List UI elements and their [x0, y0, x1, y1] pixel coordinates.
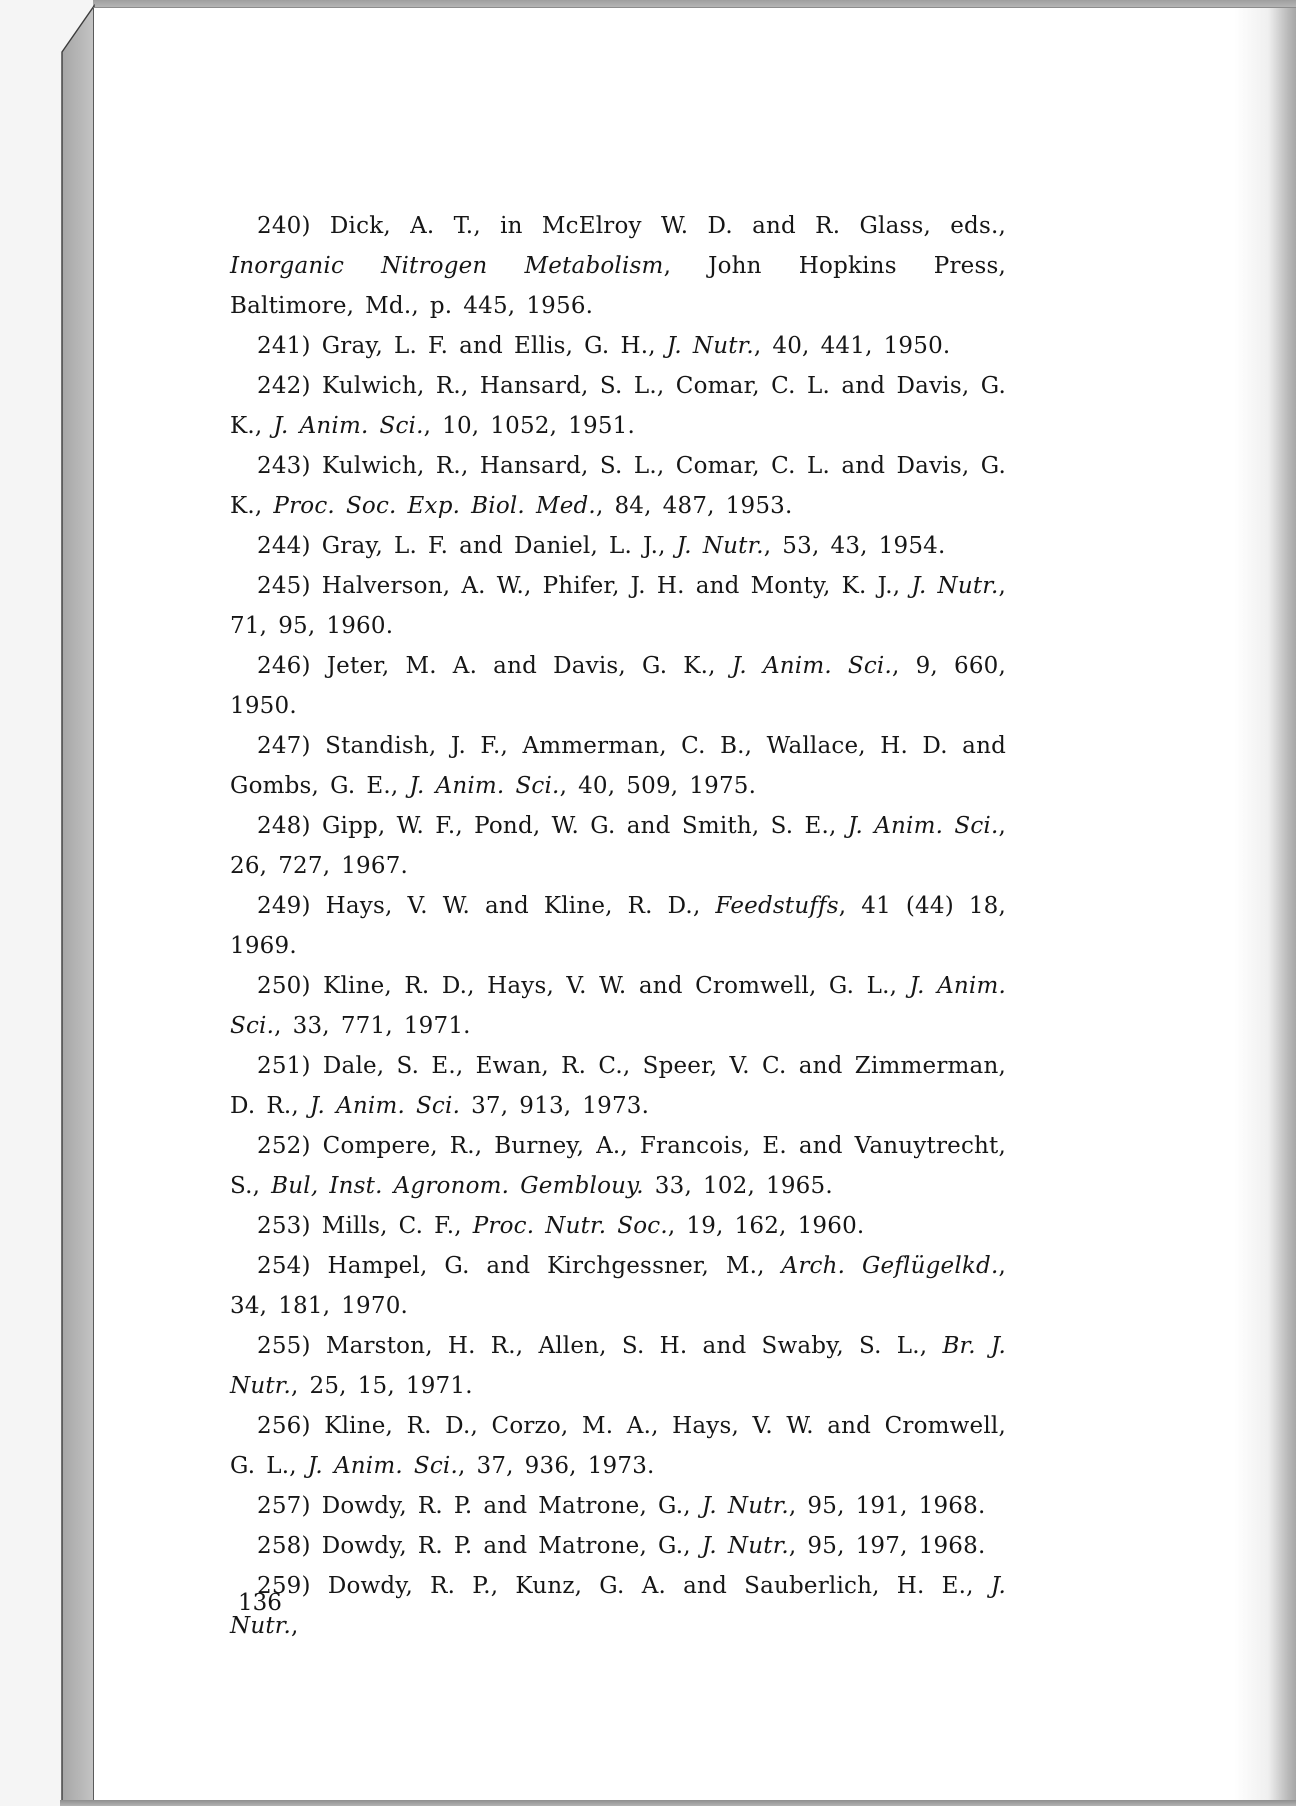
page-curl-shade: [1234, 8, 1296, 1801]
journal-title: J. Nutr.: [911, 573, 999, 599]
reference-text: , 53, 43, 1954.: [763, 533, 946, 559]
reference-number: 242): [257, 373, 323, 399]
reference-entry: [230, 966, 1006, 1046]
reference-entry: [230, 886, 1006, 966]
reference-number: 256): [257, 1413, 325, 1439]
reference-number: 249): [257, 893, 326, 919]
reference-text: Halverson, A. W., Phifer, J. H. and Monty, K. J.,: [321, 573, 912, 599]
journal-title: J. Nutr.: [666, 333, 754, 359]
journal-title: J. Nutr.: [701, 1533, 789, 1559]
journal-title: Inorganic Nitrogen Metabolism: [230, 253, 664, 279]
reference-text: , 25, 15, 1971.: [290, 1373, 473, 1399]
reference-number: 254): [257, 1253, 328, 1279]
journal-title: J. Anim. Sci.: [230, 973, 1006, 1039]
reference-entry: [230, 646, 1006, 726]
reference-number: 257): [257, 1493, 322, 1519]
reference-text: , 40, 441, 1950.: [753, 333, 951, 359]
reference-number: 248): [257, 813, 322, 839]
reference-number: 250): [257, 973, 324, 999]
reference-text: Kline, R. D., Corzo, M. A., Hays, V. W. and Cromwell, G. L.,: [230, 1413, 1006, 1479]
reference-text: Mills, C. F.,: [321, 1213, 473, 1239]
reference-text: ,: [290, 1613, 299, 1639]
reference-number: 252): [257, 1133, 323, 1159]
reference-text: , 71, 95, 1960.: [230, 573, 1007, 639]
journal-title: J. Nutr.: [230, 1573, 1006, 1639]
reference-text: Kulwich, R., Hansard, S. L., Comar, C. L. and Davis, G. K.,: [230, 373, 1006, 439]
page-number: 136: [238, 1590, 282, 1616]
reference-entry: [230, 566, 1006, 646]
journal-title: Arch. Geflügelkd.: [781, 1253, 999, 1279]
journal-title: J. Anim. Sci.: [309, 1093, 461, 1119]
reference-number: 251): [257, 1053, 323, 1079]
reference-entry: [230, 1126, 1006, 1206]
reference-text: Hampel, G. and Kirchgessner, M.,: [327, 1253, 782, 1279]
reference-text: Dale, S. E., Ewan, R. C., Speer, V. C. and Zimmerman, D. R.,: [230, 1053, 1006, 1119]
reference-number: 258): [257, 1533, 322, 1559]
reference-entry: [230, 1206, 1006, 1246]
journal-title: Proc. Nutr. Soc.: [472, 1213, 668, 1239]
reference-text: 37, 913, 1973.: [460, 1093, 650, 1119]
reference-text: Marston, H. R., Allen, S. H. and Swaby, S. L.,: [325, 1333, 943, 1359]
reference-text: Dick, A. T., in McElroy W. D. and R. Glass, eds.,: [329, 213, 1007, 239]
references-list: [230, 206, 1006, 1646]
journal-title: Bul, Inst. Agronom. Gemblouy.: [271, 1173, 644, 1199]
reference-text: , 9, 660, 1950.: [230, 653, 1007, 719]
reference-entry: [230, 726, 1006, 806]
reference-number: 247): [257, 733, 326, 759]
reference-text: Gray, L. F. and Ellis, G. H.,: [321, 333, 667, 359]
reference-entry: [230, 1526, 1006, 1566]
journal-title: Feedstuffs: [715, 893, 839, 919]
reference-text: , 95, 191, 1968.: [788, 1493, 986, 1519]
reference-entry: [230, 326, 1006, 366]
reference-text: , 10, 1052, 1951.: [423, 413, 636, 439]
reference-text: Gipp, W. F., Pond, W. G. and Smith, S. E.,: [321, 813, 848, 839]
journal-title: J. Anim. Sci.: [273, 413, 424, 439]
reference-text: 33, 102, 1965.: [643, 1173, 833, 1199]
reference-text: , John Hopkins Press, Baltimore, Md., p. 445, 1956.: [230, 253, 1006, 319]
journal-title: Proc. Soc. Exp. Biol. Med.: [273, 493, 596, 519]
journal-title: J. Nutr.: [701, 1493, 789, 1519]
reference-entry: [230, 1486, 1006, 1526]
journal-title: J. Anim. Sci.: [731, 653, 893, 679]
reference-text: Jeter, M. A. and Davis, G. K.,: [326, 653, 732, 679]
reference-text: , 19, 162, 1960.: [667, 1213, 865, 1239]
reference-text: , 26, 727, 1967.: [230, 813, 1007, 879]
reference-text: , 34, 181, 1970.: [230, 1253, 1006, 1319]
reference-number: 244): [257, 533, 322, 559]
reference-entry: [230, 1406, 1006, 1486]
journal-title: J. Anim. Sci.: [307, 1453, 458, 1479]
reference-entry: [230, 806, 1006, 886]
reference-text: Dowdy, R. P. and Matrone, G.,: [321, 1493, 702, 1519]
reference-number: 255): [257, 1333, 326, 1359]
book-bottom-edge: [60, 1800, 1296, 1806]
reference-text: Gray, L. F. and Daniel, L. J.,: [321, 533, 677, 559]
reference-text: Standish, J. F., Ammerman, C. B., Wallace, H. D. and Gombs, G. E.,: [230, 733, 1007, 799]
reference-entry: [230, 526, 1006, 566]
journal-title: J. Anim. Sci.: [847, 813, 999, 839]
reference-text: , 84, 487, 1953.: [595, 493, 793, 519]
reference-text: Dowdy, R. P., Kunz, G. A. and Sauberlich, H. E.,: [327, 1573, 991, 1599]
reference-number: 259): [257, 1573, 328, 1599]
reference-entry: [230, 366, 1006, 446]
reference-text: Compere, R., Burney, A., Francois, E. and Vanuytrecht, S.,: [230, 1133, 1006, 1199]
book-page: [93, 7, 1296, 1801]
reference-text: , 40, 509, 1975.: [559, 773, 757, 799]
reference-entry: [230, 1046, 1006, 1126]
journal-title: J. Anim. Sci.: [409, 773, 560, 799]
journal-title: J. Nutr.: [676, 533, 764, 559]
reference-number: 253): [257, 1213, 322, 1239]
reference-number: 241): [257, 333, 322, 359]
book-spine: [58, 0, 96, 1806]
reference-number: 246): [257, 653, 327, 679]
reference-number: 240): [257, 213, 330, 239]
reference-entry: [230, 1246, 1006, 1326]
reference-text: , 41 (44) 18, 1969.: [230, 893, 1007, 959]
reference-text: , 95, 197, 1968.: [788, 1533, 986, 1559]
journal-title: Br. J. Nutr.: [230, 1333, 1007, 1399]
reference-text: , 33, 771, 1971.: [274, 1013, 471, 1039]
reference-text: , 37, 936, 1973.: [457, 1453, 655, 1479]
reference-entry: [230, 446, 1006, 526]
reference-number: 245): [257, 573, 322, 599]
reference-text: Dowdy, R. P. and Matrone, G.,: [321, 1533, 702, 1559]
reference-entry: [230, 1566, 1006, 1646]
reference-number: 243): [257, 453, 323, 479]
reference-text: Kline, R. D., Hays, V. W. and Cromwell, G. L.,: [323, 973, 910, 999]
reference-entry: [230, 206, 1006, 326]
reference-text: Hays, V. W. and Kline, R. D.,: [325, 893, 716, 919]
reference-entry: [230, 1326, 1006, 1406]
reference-text: Kulwich, R., Hansard, S. L., Comar, C. L. and Davis, G. K.,: [230, 453, 1006, 519]
